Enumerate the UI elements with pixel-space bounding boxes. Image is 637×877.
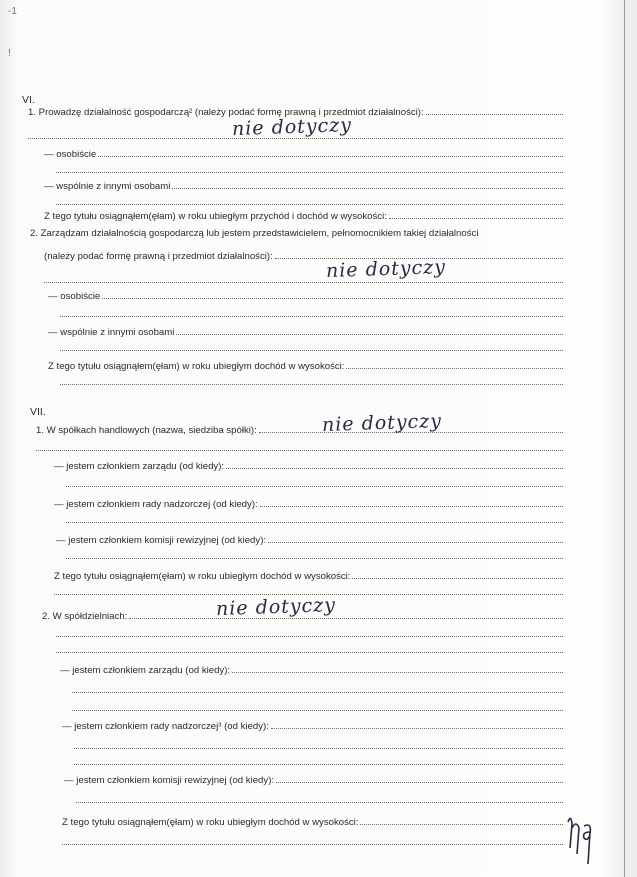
- s7-komisja-line: [56, 534, 563, 546]
- s7-rada-label: — jestem członkiem rady nadzorczej (od kiedy):: [54, 499, 258, 510]
- s7-p1-line: [36, 424, 563, 436]
- s6-income2-label: Z tego tytułu osiągnąłem(ęłam) w roku ubiegłym dochód w wysokości:: [48, 361, 345, 372]
- margin-marks: [8, 6, 17, 60]
- s7-p2-handwriting: nie dotyczy: [215, 593, 337, 621]
- s6-income1-label: Z tego tytułu osiągnąłem(ęłam) w roku ubiegłym przychód i dochód w wysokości:: [44, 211, 387, 222]
- s6-p2a-line: [30, 228, 563, 239]
- s6-income2-line: [48, 360, 563, 372]
- dotted-line: [66, 550, 563, 559]
- s7-p1-label: 1. W spółkach handlowych (nazwa, siedziba spółki):: [36, 425, 257, 436]
- s6-wspolnie-line: [44, 180, 563, 192]
- dotted-line: [60, 376, 563, 385]
- s6-osobiscie-line: [44, 148, 563, 160]
- dotted-line: [72, 684, 563, 693]
- dotted-line: [66, 478, 563, 487]
- dotted-line: [74, 740, 563, 749]
- dotted-line: [28, 130, 563, 139]
- s6-p2b-line: [44, 250, 563, 262]
- s7-zarzad2-label: — jestem członkiem zarządu (od kiedy):: [60, 665, 231, 676]
- s7-zarzad2-line: [60, 664, 563, 676]
- page-edge: [624, 0, 637, 877]
- dotted-line: [60, 308, 563, 317]
- s7-rada2-line: [62, 720, 563, 732]
- s7-zarzad-line: [54, 460, 563, 472]
- dotted-line: [76, 794, 563, 803]
- dotted-line: [60, 342, 563, 351]
- s7-komisja2-label: — jestem członkiem komisji rewizyjnej (od kiedy):: [64, 775, 275, 786]
- s6-income1-line: [44, 210, 563, 222]
- dotted-line: [62, 836, 563, 845]
- dotted-line: [72, 702, 563, 711]
- s6-osobiscie-label: — osobiście: [44, 149, 97, 160]
- margin-mark: !: [8, 48, 11, 59]
- dotted-line: [56, 644, 563, 653]
- s6-osobiscie2-label: — osobiście: [48, 291, 101, 302]
- section-vi-heading: VI.: [22, 94, 35, 106]
- s7-zarzad-label: — jestem członkiem zarządu (od kiedy):: [54, 461, 225, 472]
- s7-income2-label: Z tego tytułu osiągnąłem(ęłam) w roku ubiegłym dochód w wysokości:: [62, 817, 359, 828]
- s6-wspolnie-label: — wspólnie z innymi osobami: [44, 181, 171, 192]
- s7-p2-label: 2. W spółdzielniach:: [42, 611, 128, 622]
- dotted-line: [36, 442, 563, 451]
- s6-osobiscie2-line: [48, 290, 563, 302]
- s7-rada2-label: — jestem członkiem rady nadzorczej³ (od kiedy):: [62, 721, 269, 732]
- s7-income2-line: [62, 816, 563, 828]
- s6-p2b-label: (należy podać formę prawną i przedmiot działalności):: [44, 251, 273, 262]
- dotted-line: [74, 756, 563, 765]
- dotted-line: [56, 628, 563, 637]
- dotted-line: [66, 514, 563, 523]
- margin-mark: -1: [8, 6, 17, 17]
- s7-p1-handwriting: nie dotyczy: [321, 409, 443, 437]
- s6-p1-handwriting: nie dotyczy: [231, 113, 353, 141]
- s6-p2a-label: 2. Zarządzam działalnością gospodarczą lub jestem przedstawicielem, pełnomocnikiem takiej działalności: [30, 228, 479, 239]
- s7-income1-line: [54, 570, 563, 582]
- s6-wspolnie2-line: [48, 326, 563, 338]
- s7-income1-label: Z tego tytułu osiągnąłem(ęłam) w roku ubiegłym dochód w wysokości:: [54, 571, 351, 582]
- dotted-line: [56, 196, 563, 205]
- dotted-line: [44, 274, 563, 283]
- dotted-line: [54, 586, 563, 595]
- s7-komisja2-line: [64, 774, 563, 786]
- s6-p2-handwriting: nie dotyczy: [325, 255, 447, 283]
- signature-initials: [562, 808, 598, 870]
- s6-p1-label: 1. Prowadzę działalność gospodarczą² (należy podać formę prawną i przedmiot działalności):: [28, 107, 424, 118]
- s7-komisja-label: — jestem członkiem komisji rewizyjnej (od kiedy):: [56, 535, 267, 546]
- dotted-line: [56, 164, 563, 173]
- s7-rada-line: [54, 498, 563, 510]
- s6-wspolnie2-label: — wspólnie z innymi osobami: [48, 327, 175, 338]
- section-vii-heading: VII.: [30, 406, 46, 418]
